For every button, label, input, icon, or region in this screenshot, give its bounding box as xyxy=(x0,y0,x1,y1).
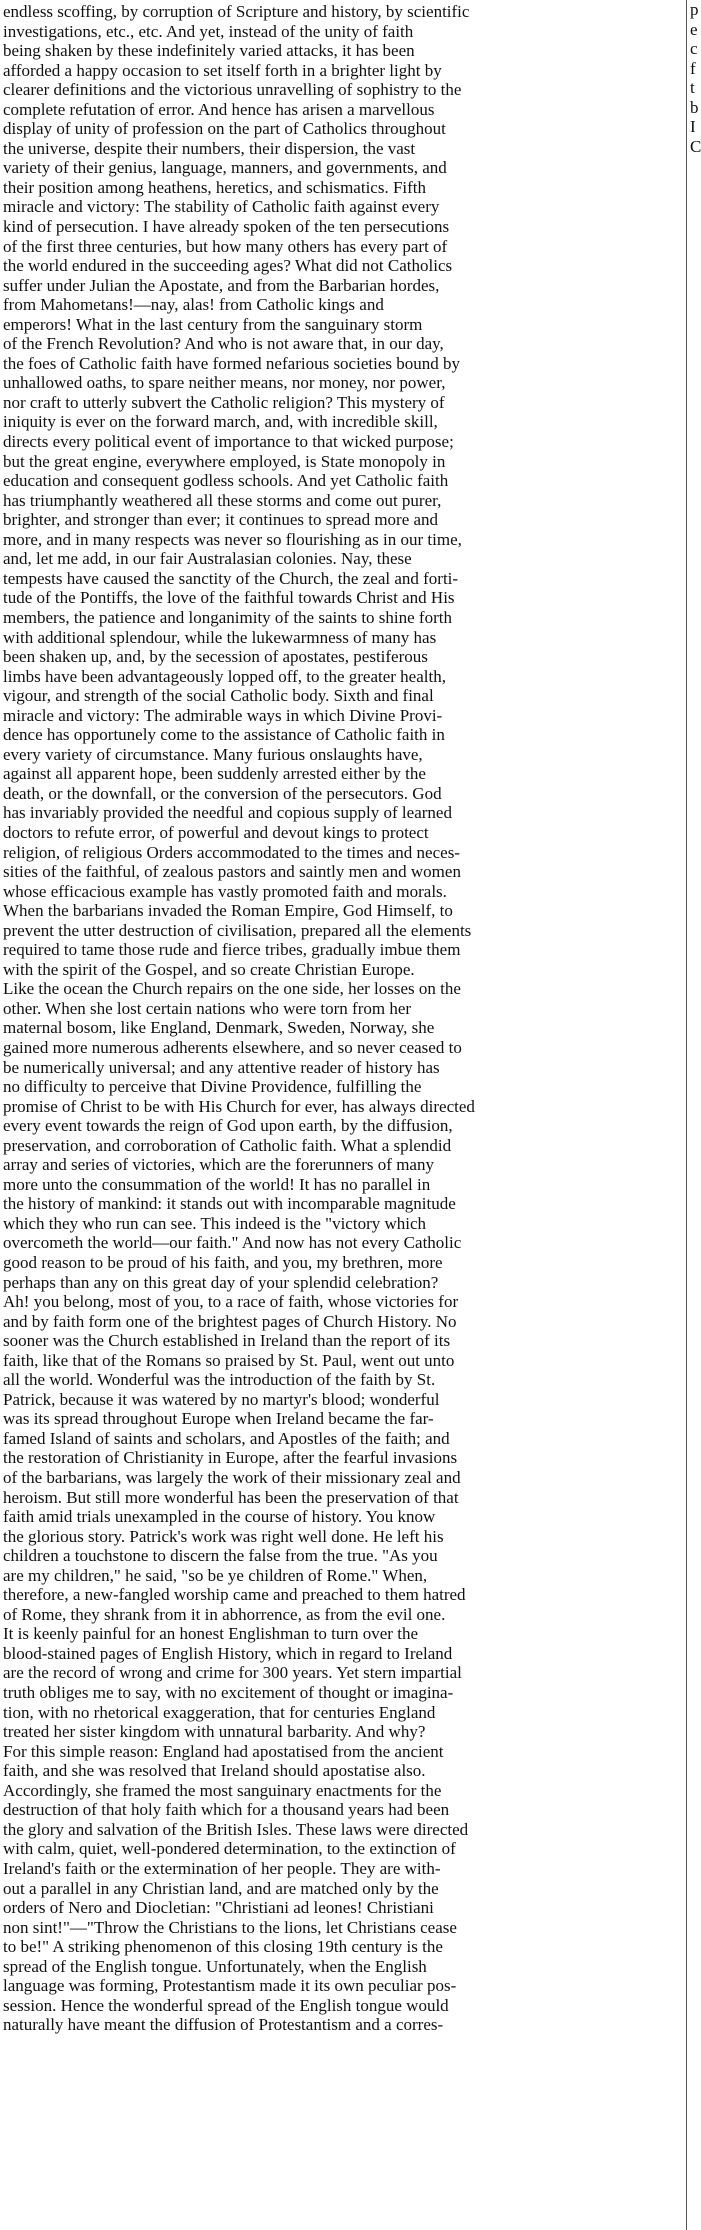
edge-glyph: I xyxy=(690,117,696,137)
text-line: clearer definitions and the victorious unravelling of sophistry to the xyxy=(3,80,462,100)
text-line: endless scoffing, by corruption of Scripture and history, by scientific xyxy=(3,2,470,21)
text-line: display of unity of profession on the part of Catholics throughout xyxy=(3,119,446,139)
text-line: Patrick, because it was watered by no martyr's blood; wonderful xyxy=(3,1389,440,1409)
text-line: but the great engine, everywhere employed, is State monopoly in xyxy=(3,451,446,471)
text-line: kind of persecution. I have already spoken of the ten persecutions xyxy=(3,217,450,237)
text-line: tude of the Pontiffs, the love of the faithful towards Christ and His xyxy=(3,588,455,608)
text-line: been shaken up, and, by the secession of apostates, pestiferous xyxy=(3,647,428,667)
edge-glyph: C xyxy=(690,136,701,156)
text-line: perhaps than any on this great day of your splendid celebration? xyxy=(3,1272,439,1292)
text-line: orders of Nero and Diocletian: "Christiani ad leones! Christiani xyxy=(3,1898,434,1918)
text-line: to be!" A striking phenomenon of this closing 19th century is the xyxy=(3,1937,443,1957)
text-line: directs every political event of importance to that wicked purpose; xyxy=(3,432,454,452)
text-line: whose efficacious example has vastly promoted faith and morals. xyxy=(3,881,447,901)
text-line: of the first three centuries, but how many others has every part of xyxy=(3,236,448,256)
text-line: When the barbarians invaded the Roman Empire, God Himself, to xyxy=(3,901,453,921)
text-line: tion, with no rhetorical exaggeration, that for centuries England xyxy=(3,1702,436,1722)
text-line: religion, of religious Orders accommodated to the times and neces- xyxy=(3,842,460,862)
text-line: vigour, and strength of the social Catholic body. Sixth and final xyxy=(3,686,434,706)
text-line: emperors! What in the last century from the sanguinary storm xyxy=(3,314,423,334)
text-line: children a touchstone to discern the false from the true. "As you xyxy=(3,1546,438,1566)
text-line: Like the ocean the Church repairs on the one side, her losses on the xyxy=(3,979,461,999)
text-line: gained more numerous adherents elsewhere, and so never ceased to xyxy=(3,1037,462,1057)
text-line: all the world. Wonderful was the introduction of the faith by St. xyxy=(3,1370,436,1390)
text-line: with the spirit of the Gospel, and so create Christian Europe. xyxy=(3,959,415,979)
text-line: has invariably provided the needful and copious supply of learned xyxy=(3,803,452,823)
text-line: dence has opportunely come to the assistance of Catholic faith in xyxy=(3,725,445,745)
text-line: therefore, a new-fangled worship came and preached to them hatred xyxy=(3,1585,466,1605)
text-line: against all apparent hope, been suddenly arrested either by the xyxy=(3,764,426,784)
text-line: iniquity is ever on the forward march, and, with incredible skill, xyxy=(3,412,438,432)
edge-glyph: t xyxy=(690,78,695,98)
text-line: the history of mankind: it stands out with incomparable magnitude xyxy=(3,1194,456,1214)
text-line: are my children," he said, "so be ye children of Rome." When, xyxy=(3,1565,428,1585)
text-line: every variety of circumstance. Many furious onslaughts have, xyxy=(3,744,423,764)
text-line: from Mahometans!—nay, alas! from Catholic kings and xyxy=(3,295,384,315)
text-line: sooner was the Church established in Ireland than the report of its xyxy=(3,1331,451,1351)
text-line: destruction of that holy faith which for a thousand years had been xyxy=(3,1800,450,1820)
text-line: truth obliges me to say, with no excitement of thought or imagina- xyxy=(3,1683,454,1703)
text-line: out a parallel in any Christian land, and are matched only by the xyxy=(3,1878,439,1898)
text-line: promise of Christ to be with His Church for ever, has always directed xyxy=(3,1096,475,1116)
text-line: required to tame those rude and fierce tribes, gradually imbue them xyxy=(3,940,461,960)
text-line: Accordingly, she framed the most sanguinary enactments for the xyxy=(3,1780,442,1800)
text-line: which they who run can see. This indeed is the "victory which xyxy=(3,1213,427,1233)
text-line: of the barbarians, was largely the work of their missionary zeal and xyxy=(3,1468,461,1488)
text-line: tempests have caused the sanctity of the Church, the zeal and forti- xyxy=(3,568,459,588)
text-line: It is keenly painful for an honest Englishman to turn over the xyxy=(3,1624,418,1644)
edge-glyph: b xyxy=(690,97,699,117)
text-line: overcometh the world—our faith." And now has not every Catholic xyxy=(3,1233,462,1253)
text-line: miracle and victory: The stability of Catholic faith against every xyxy=(3,197,440,217)
text-line: afforded a happy occasion to set itself forth in a brighter light by xyxy=(3,60,442,80)
column-rule xyxy=(686,0,687,2230)
text-line: maternal bosom, like England, Denmark, Sweden, Norway, she xyxy=(3,1018,435,1038)
text-line: the glory and salvation of the British Isles. These laws were directed xyxy=(3,1819,469,1839)
text-line: has triumphantly weathered all these storms and come out purer, xyxy=(3,490,442,510)
text-line: faith amid trials unexampled in the course of history. You know xyxy=(3,1507,436,1527)
text-line: limbs have been advantageously lopped off, to the greater health, xyxy=(3,666,446,686)
text-line: heroism. But still more wonderful has been the preservation of that xyxy=(3,1487,459,1507)
text-line: non sint!"—"Throw the Christians to the lions, let Christians cease xyxy=(3,1917,457,1937)
text-line: good reason to be proud of his faith, and you, my brethren, more xyxy=(3,1253,443,1272)
text-line: with additional splendour, while the lukewarmness of many has xyxy=(3,627,437,647)
text-line: being shaken by these indefinitely varied attacks, it has been xyxy=(3,41,415,61)
text-line: miracle and victory: The admirable ways in which Divine Provi- xyxy=(3,705,443,725)
text-line: death, or the downfall, or the conversion of the persecutors. God xyxy=(3,783,442,803)
text-line: nor craft to utterly subvert the Catholic religion? This mystery of xyxy=(3,392,445,412)
text-line: naturally have meant the diffusion of Protestantism and a corres- xyxy=(3,2015,444,2035)
text-line: education and consequent godless schools. And yet Catholic faith xyxy=(3,471,449,491)
text-line: unhallowed oaths, to spare neither means, nor money, nor power, xyxy=(3,373,446,393)
text-line: Ah! you belong, most of you, to a race of faith, whose victories for xyxy=(3,1292,459,1312)
text-line: every event towards the reign of God upon earth, by the diffusion, xyxy=(3,1116,453,1136)
text-line: of Rome, they shrank from it in abhorrence, as from the evil one. xyxy=(3,1604,446,1624)
text-line: preservation, and corroboration of Catholic faith. What a splendid xyxy=(3,1135,452,1155)
text-line: the glorious story. Patrick's work was right well done. He left his xyxy=(3,1526,444,1546)
text-line: was its spread throughout Europe when Ireland became the far- xyxy=(3,1409,434,1429)
text-line: language was forming, Protestantism made it its own peculiar pos- xyxy=(3,1976,457,1996)
text-line: other. When she lost certain nations who were torn from her xyxy=(3,998,412,1018)
text-line: faith, like that of the Romans so praised by St. Paul, went out unto xyxy=(3,1350,455,1370)
edge-glyph: f xyxy=(690,58,696,78)
text-line: treated her sister kingdom with unnatural barbarity. And why? xyxy=(3,1722,426,1742)
text-line: variety of their genius, language, manners, and governments, and xyxy=(3,158,447,178)
text-line: are the record of wrong and crime for 300 years. Yet stern impartial xyxy=(3,1663,462,1683)
text-line: the world endured in the succeeding ages? What did not Catholics xyxy=(3,256,453,276)
edge-glyph: p xyxy=(690,0,699,19)
text-line: For this simple reason: England had apostatised from the ancient xyxy=(3,1741,444,1761)
text-line: prevent the utter destruction of civilisation, prepared all the elements xyxy=(3,920,472,940)
text-line: session. Hence the wonderful spread of the English tongue would xyxy=(3,1995,449,2015)
text-line: and by faith form one of the brightest pages of Church History. No xyxy=(3,1311,457,1331)
text-line: their position among heathens, heretics, and schismatics. Fifth xyxy=(3,177,427,197)
text-line: members, the patience and longanimity of the saints to shine forth xyxy=(3,607,452,627)
text-line: suffer under Julian the Apostate, and from the Barbarian hordes, xyxy=(3,275,440,295)
text-line: brighter, and stronger than ever; it continues to spread more and xyxy=(3,510,439,530)
text-line: famed Island of saints and scholars, and Apostles of the faith; and xyxy=(3,1428,450,1448)
text-line: complete refutation of error. And hence has arisen a marvellous xyxy=(3,99,435,119)
text-line: of the French Revolution? And who is not aware that, in our day, xyxy=(3,334,444,354)
text-line: and, let me add, in our fair Australasian colonies. Nay, these xyxy=(3,549,412,569)
text-line: array and series of victories, which are the forerunners of many xyxy=(3,1155,434,1175)
text-line: with calm, quiet, well-pondered determination, to the extinction of xyxy=(3,1839,456,1859)
text-line: be numerically universal; and any attentive reader of history has xyxy=(3,1057,440,1077)
text-line: faith, and she was resolved that Ireland should apostatise also. xyxy=(3,1761,426,1781)
text-line: the foes of Catholic faith have formed nefarious societies bound by xyxy=(3,353,460,373)
text-line: blood-stained pages of English History, which in regard to Ireland xyxy=(3,1643,453,1663)
adjacent-column-edge xyxy=(690,0,700,2230)
edge-glyph: e xyxy=(690,19,698,39)
text-line: no difficulty to perceive that Divine Providence, fulfilling the xyxy=(3,1077,422,1097)
edge-glyph: c xyxy=(690,39,698,59)
article-column xyxy=(3,2,683,2035)
text-line: spread of the English tongue. Unfortunately, when the English xyxy=(3,1956,427,1976)
text-line: investigations, etc., etc. And yet, instead of the unity of faith xyxy=(3,21,414,41)
text-line: doctors to refute error, of powerful and devout kings to protect xyxy=(3,822,429,842)
text-line: sities of the faithful, of zealous pastors and saintly men and women xyxy=(3,862,461,882)
text-line: more unto the consummation of the world! It has no parallel in xyxy=(3,1174,431,1194)
text-line: the universe, despite their numbers, their dispersion, the vast xyxy=(3,138,416,158)
text-line: more, and in many respects was never so flourishing as in our time, xyxy=(3,529,462,549)
text-line: Ireland's faith or the extermination of her people. They are with- xyxy=(3,1858,441,1878)
text-line: the restoration of Christianity in Europe, after the fearful invasions xyxy=(3,1448,458,1468)
